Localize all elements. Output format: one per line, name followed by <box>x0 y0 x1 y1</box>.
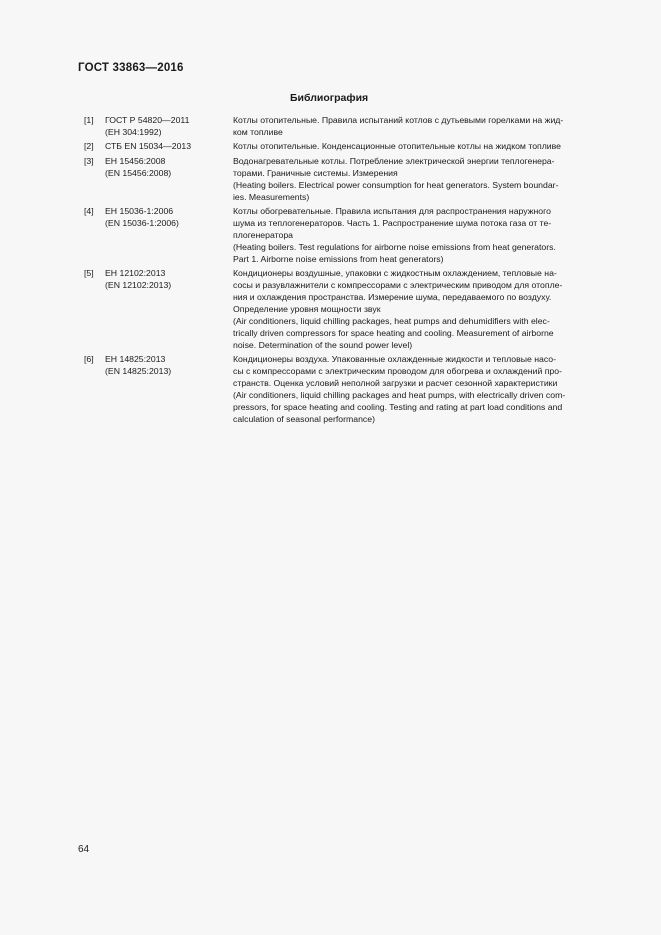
description-line: Котлы отопительные. Правила испытаний котлов с дутьевыми горелками на жид- <box>233 115 564 125</box>
reference-line: (EN 15036-1:2006) <box>105 218 179 229</box>
entry-number: [5] <box>84 268 94 279</box>
description-line: (Heating boilers. Electrical power consumption for heat generators. System boundar- <box>233 179 559 190</box>
description-line: Водонагревательные котлы. Потребление электрической энергии теплогенера- <box>233 155 555 166</box>
description-line: Кондиционеры воздушные, упаковки с жидкостным охлаждением, тепловые на- <box>233 268 557 279</box>
description-line: Part 1. Airborne noise emissions from heat generators) <box>233 253 444 264</box>
entry-reference <box>105 115 233 139</box>
description-line: Кондиционеры воздуха. Упакованные охлажденные жидкости и тепловые насо- <box>233 354 556 365</box>
description-line: (Heating boilers. Test regulations for airborne noise emissions from heat generators. <box>233 241 556 252</box>
entry-description <box>233 354 610 425</box>
entry-reference <box>105 156 233 204</box>
reference-line: EH 12102:2013 <box>105 268 166 279</box>
reference-line: EH 15036-1:2006 <box>105 206 174 217</box>
entry-number: [4] <box>84 206 94 217</box>
reference-line: EH 15456:2008 <box>105 155 166 166</box>
reference-line: ГОСТ Р 54820—2011 <box>105 115 190 125</box>
entry-description <box>233 141 610 153</box>
description-line: Котлы обогревательные. Правила испытания для распространения наружного <box>233 206 551 217</box>
bibliography-entry <box>84 156 610 204</box>
reference-line: СТБ EN 15034—2013 <box>105 141 192 152</box>
entry-description <box>233 156 610 204</box>
bibliography-entry <box>84 206 610 266</box>
description-line: pressors, for space heating and cooling. Testing and rating at part load conditions and <box>233 401 563 412</box>
reference-line: (EN 14825:2013) <box>105 366 172 377</box>
bibliography-entry <box>84 268 610 351</box>
section-title: Библиография <box>290 92 369 104</box>
page-number: 64 <box>78 844 90 855</box>
description-line: (Air conditioners, liquid chilling packages, heat pumps and dehumidifiers with elec- <box>233 315 550 326</box>
description-line: странств. Оценка условий неполной загрузки и расчет сезонной характеристики <box>233 378 558 388</box>
reference-line: (EH 304:1992) <box>105 126 162 137</box>
description-line: calculation of seasonal performance) <box>233 413 375 424</box>
entry-number: [2] <box>84 141 94 152</box>
description-line: плогенератора <box>233 229 293 240</box>
description-line: ком топливе <box>233 126 283 137</box>
reference-line: (EN 12102:2013) <box>105 280 172 291</box>
description-line: noise. Determination of the sound power level) <box>233 339 413 350</box>
bibliography-entry <box>84 115 610 139</box>
entry-reference <box>105 354 233 425</box>
description-line: торами. Граничные системы. Измерения <box>233 167 398 178</box>
bibliography-list <box>84 115 610 428</box>
description-line: ies. Measurements) <box>233 191 310 202</box>
entry-description <box>233 206 610 266</box>
entry-number: [3] <box>84 155 94 166</box>
description-line: trically driven compressors for space heating and cooling. Measurement of airborne <box>233 327 554 338</box>
description-line: (Air conditioners, liquid chilling packages and heat pumps, with electrically driven com- <box>233 389 566 400</box>
reference-line: (EN 15456:2008) <box>105 167 172 178</box>
description-line: ния и охлаждения пространства. Измерение шума, передаваемого по воздуху. <box>233 292 552 303</box>
bibliography-entry <box>84 354 610 425</box>
entry-reference <box>105 268 233 351</box>
entry-number: [6] <box>84 354 94 365</box>
entry-reference <box>105 206 233 266</box>
description-line: сосы и разувлажнители с компрессорами с электрическим приводом для отопле- <box>233 280 563 291</box>
entry-reference <box>105 141 233 153</box>
entry-description <box>233 268 610 351</box>
description-line: шума из теплогенераторов. Часть 1. Распространение шума потока газа от те- <box>233 218 552 229</box>
entry-number: [1] <box>84 115 94 125</box>
entry-description <box>233 115 610 139</box>
description-line: Определение уровня мощности звук <box>233 303 381 314</box>
bibliography-entry <box>84 141 610 153</box>
reference-line: EH 14825:2013 <box>105 354 166 365</box>
description-line: Котлы отопительные. Конденсационные отопительные котлы на жидком топливе <box>233 141 562 152</box>
document-header: ГОСТ 33863—2016 <box>78 62 184 74</box>
description-line: сы с компрессорами с электрическим проводом для обогрева и охлаждений про- <box>233 366 562 377</box>
